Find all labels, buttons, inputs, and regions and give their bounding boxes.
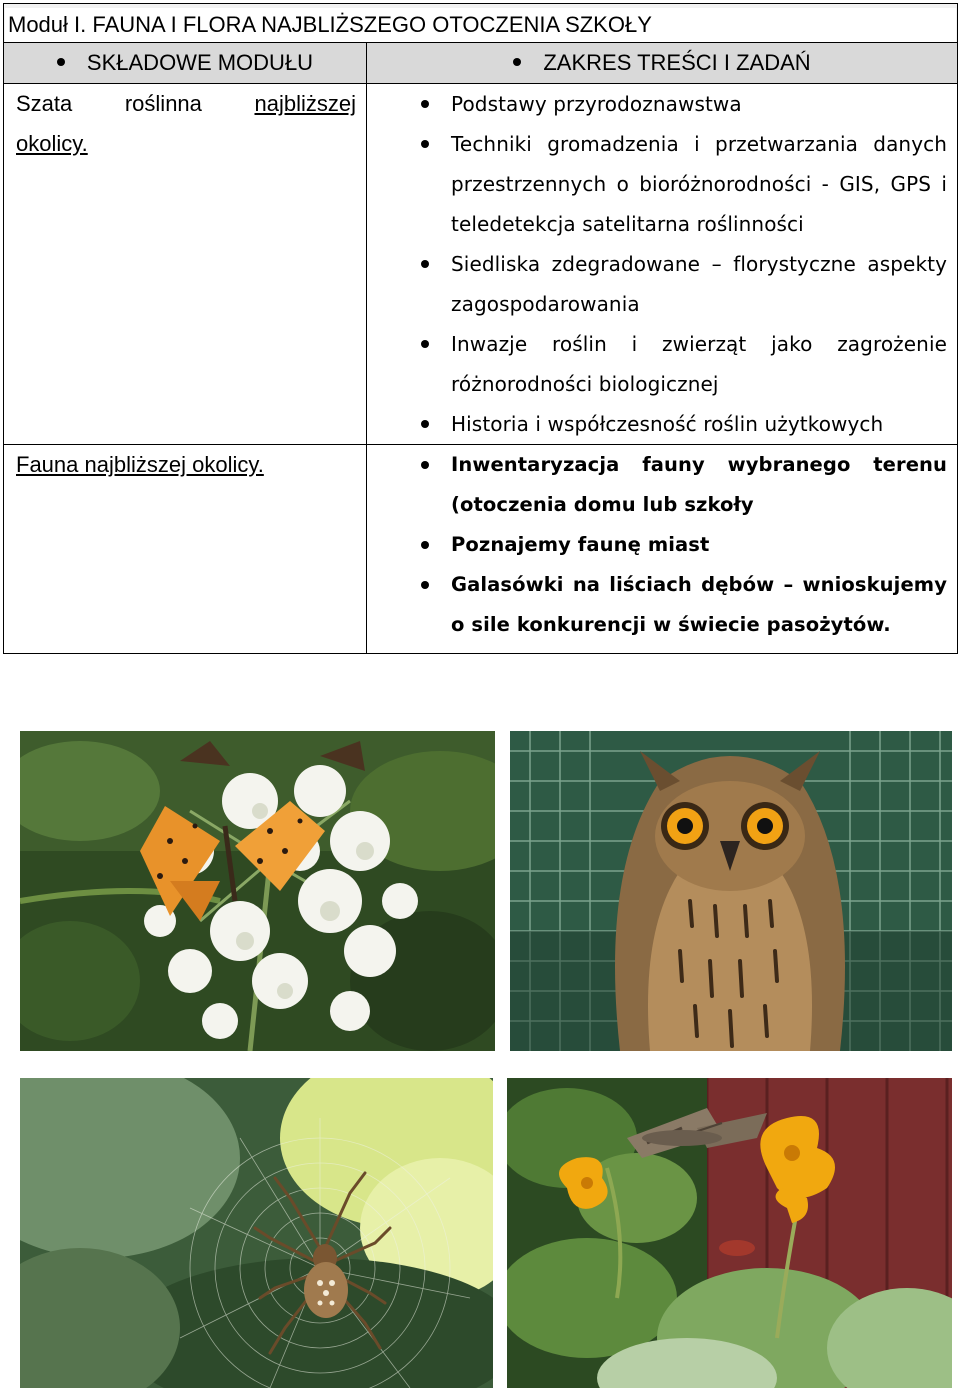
bullet-icon [57,58,65,66]
bullet-icon [513,58,521,66]
bullet-icon [421,541,429,549]
column-header-components-label: SKŁADOWE MODUŁU [86,50,314,75]
list-item: Historia i współczesność roślin użytkowych [367,404,947,444]
component-flora-word: okolicy. [16,131,88,156]
column-header-scope [367,43,958,84]
scope-fauna-list [367,445,947,645]
bullet-icon [421,340,429,348]
scope-flora-cell [367,84,958,445]
component-flora-word: Szata [16,91,73,116]
list-item: Poznajemy faunę miast [367,525,947,565]
scope-flora-list [367,84,947,444]
component-fauna-label: Fauna najbliższej okolicy. [16,452,264,477]
module-table [3,3,958,654]
owl-photo [510,731,952,1051]
module-title: Moduł I. FAUNA I FLORA NAJBLIŻSZEGO OTOCZENIA SZKOŁY [5,8,956,42]
list-item: Inwentaryzacja fauny wybranego terenu (otoczenia domu lub szkoły [367,445,947,525]
component-fauna-cell [4,445,367,654]
component-flora-word: roślinna [124,91,202,116]
module-title-cell [4,4,958,43]
component-flora-line1 [16,84,356,124]
bullet-icon [421,100,429,108]
bullet-icon [421,581,429,589]
component-flora-word: najbliższej [254,91,356,116]
spider-photo [20,1078,493,1388]
list-item: Galasówki na liściach dębów – wnioskujemy o sile konkurencji w świecie pasożytów. [367,565,947,645]
butterfly-on-flowers-photo [20,731,495,1051]
bullet-icon [421,260,429,268]
moth-photo [507,1078,952,1388]
bullet-icon [421,420,429,428]
bullet-icon [421,461,429,469]
component-flora-cell [4,84,367,445]
column-header-components [4,43,367,84]
scope-fauna-cell [367,445,958,654]
column-header-scope-label: ZAKRES TREŚCI I ZADAŃ [543,50,811,75]
bullet-icon [421,140,429,148]
list-item: Podstawy przyrodoznawstwa [367,84,947,124]
list-item: Siedliska zdegradowane – florystyczne aspekty zagospodarowania [367,244,947,324]
list-item: Inwazje roślin i zwierząt jako zagrożenie różnorodności biologicznej [367,324,947,404]
list-item: Techniki gromadzenia i przetwarzania danych przestrzennych o bioróżnorodności - GIS, GPS i teledetekcja satelitarna roślinności [367,124,947,244]
